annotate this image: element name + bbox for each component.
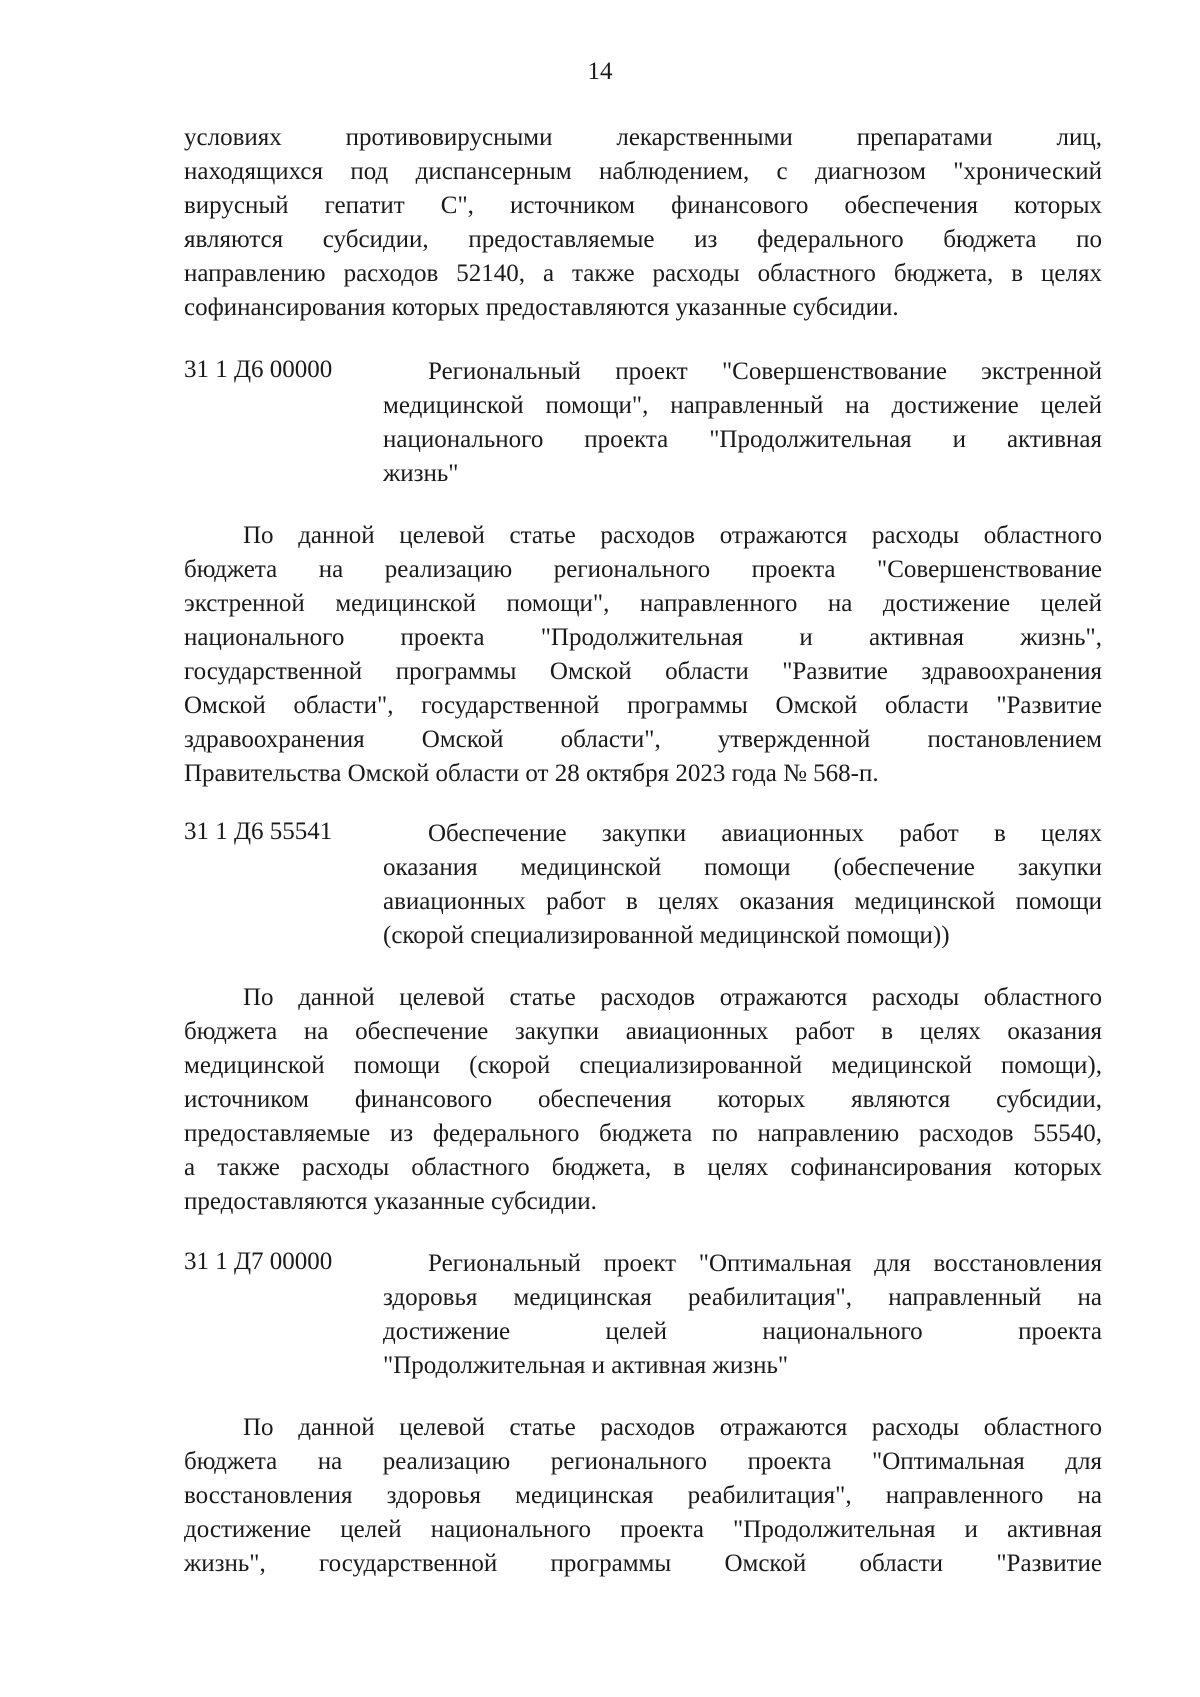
body-line: По данной целевой статье расходов отражаются расходы областного bbox=[243, 1414, 1102, 1441]
entry-title-line: Региональный проект "Совершенствование экстренной bbox=[428, 358, 1102, 385]
body-line: экстренной медицинской помощи", направленного на достижение целей bbox=[184, 590, 1102, 617]
entry-title-line: оказания медицинской помощи (обеспечение закупки bbox=[383, 854, 1102, 881]
body-line: государственной программы Омской области "Развитие здравоохранения bbox=[184, 658, 1102, 685]
body-line: бюджета на реализацию регионального проекта "Совершенствование bbox=[184, 556, 1102, 583]
budget-code: 31 1 Д6 55541 bbox=[184, 818, 333, 845]
entry-title-line: авиационных работ в целях оказания медицинской помощи bbox=[383, 888, 1102, 915]
body-line: Омской области", государственной программы Омской области "Развитие bbox=[184, 692, 1102, 719]
body-line: восстановления здоровья медицинская реабилитация", направленного на bbox=[184, 1482, 1102, 1509]
body-line: а также расходы областного бюджета, в целях софинансирования которых bbox=[184, 1154, 1102, 1181]
body-line: предоставляются указанные субсидии. bbox=[184, 1188, 597, 1215]
entry-title-line: жизнь" bbox=[383, 460, 459, 487]
body-line: достижение целей национального проекта "Продолжительная и активная bbox=[184, 1516, 1102, 1543]
body-line: По данной целевой статье расходов отражаются расходы областного bbox=[243, 984, 1102, 1011]
entry-title-line: (скорой специализированной медицинской помощи)) bbox=[383, 922, 950, 949]
budget-code: 31 1 Д6 00000 bbox=[184, 356, 333, 383]
text-line: софинансирования которых предоставляются указанные субсидии. bbox=[184, 294, 899, 321]
body-line: По данной целевой статье расходов отражаются расходы областного bbox=[243, 522, 1102, 549]
body-line: медицинской помощи (скорой специализированной медицинской помощи), bbox=[184, 1052, 1102, 1079]
entry-title-line: Региональный проект "Оптимальная для восстановления bbox=[428, 1250, 1102, 1277]
entry-title-line: медицинской помощи", направленный на достижение целей bbox=[383, 392, 1102, 419]
text-line: условиях противовирусными лекарственными препаратами лиц, bbox=[184, 124, 1102, 151]
body-line: Правительства Омской области от 28 октября 2023 года № 568-п. bbox=[184, 760, 879, 787]
text-line: вирусный гепатит С", источником финансового обеспечения которых bbox=[184, 192, 1102, 219]
entry-title-line: Обеспечение закупки авиационных работ в целях bbox=[428, 820, 1102, 847]
body-line: здравоохранения Омской области", утвержденной постановлением bbox=[184, 726, 1102, 753]
body-line: источником финансового обеспечения которых являются субсидии, bbox=[184, 1086, 1102, 1113]
text-line: находящихся под диспансерным наблюдением, с диагнозом "хронический bbox=[184, 158, 1102, 185]
entry-title-line: "Продолжительная и активная жизнь" bbox=[383, 1352, 789, 1379]
entry-title-line: достижение целей национального проекта bbox=[383, 1318, 1102, 1345]
text-line: являются субсидии, предоставляемые из федерального бюджета по bbox=[184, 226, 1102, 253]
body-line: бюджета на реализацию регионального проекта "Оптимальная для bbox=[184, 1448, 1102, 1475]
body-line: предоставляемые из федерального бюджета по направлению расходов 55540, bbox=[184, 1120, 1102, 1147]
body-line: национального проекта "Продолжительная и активная жизнь", bbox=[184, 624, 1102, 651]
page-number: 14 bbox=[587, 58, 613, 85]
entry-title-line: национального проекта "Продолжительная и активная bbox=[383, 426, 1102, 453]
body-line: бюджета на обеспечение закупки авиационных работ в целях оказания bbox=[184, 1018, 1102, 1045]
text-line: направлению расходов 52140, а также расходы областного бюджета, в целях bbox=[184, 260, 1102, 287]
entry-title-line: здоровья медицинская реабилитация", направленный на bbox=[383, 1284, 1102, 1311]
body-line: жизнь", государственной программы Омской области "Развитие bbox=[184, 1550, 1102, 1577]
budget-code: 31 1 Д7 00000 bbox=[184, 1248, 333, 1275]
